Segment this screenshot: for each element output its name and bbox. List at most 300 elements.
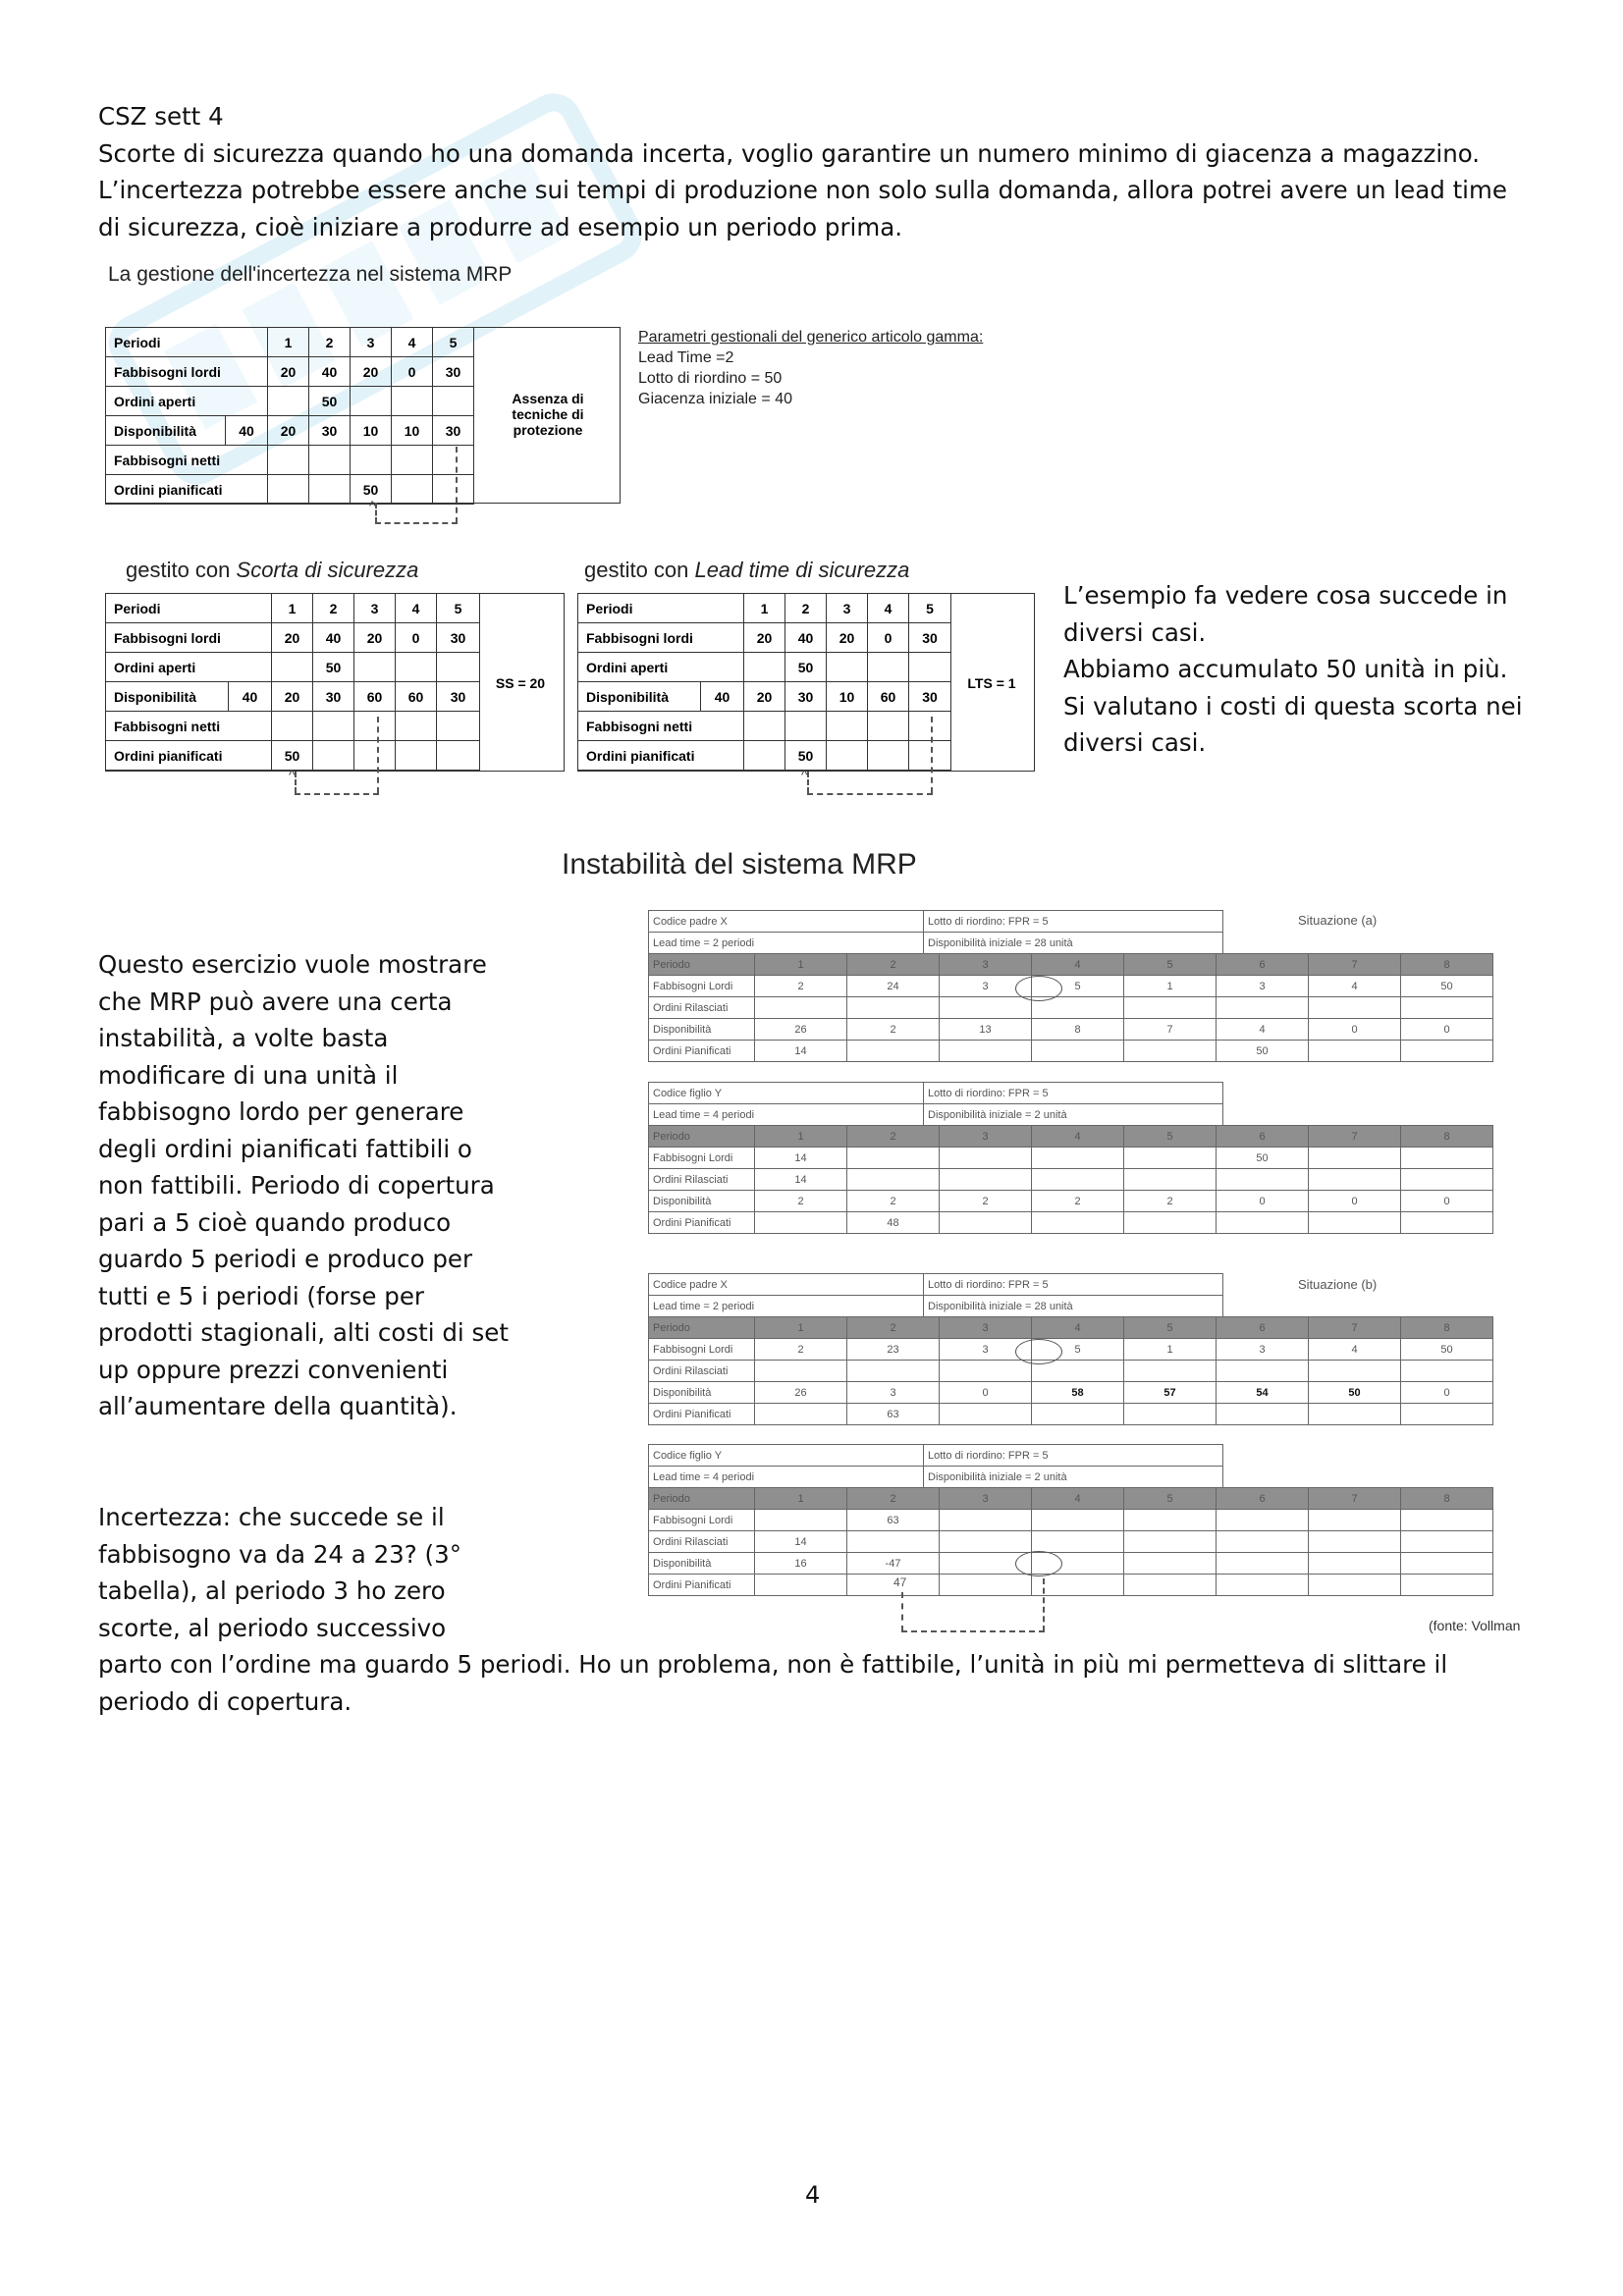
table-cell: Fabbisogni Lordi xyxy=(649,1148,755,1169)
table-row xyxy=(649,1317,1493,1339)
table-cell xyxy=(940,1148,1032,1169)
table-cell: 1 xyxy=(744,594,785,623)
table-cell: 3 xyxy=(354,594,396,623)
table-cell: 40 xyxy=(226,416,268,446)
table-cell xyxy=(1124,1575,1217,1596)
table-cell xyxy=(1032,1531,1124,1553)
table-cell xyxy=(827,712,868,741)
side-line: Si valutano i costi di questa scorta nei xyxy=(1063,691,1523,721)
table-cell: 57 xyxy=(1124,1382,1217,1404)
table-cell: 30 xyxy=(433,416,474,446)
arrow-up-icon: ^ xyxy=(801,767,808,782)
fig2-title xyxy=(126,558,418,583)
table-cell: 5 xyxy=(433,328,474,357)
table-row xyxy=(649,997,1493,1019)
table-cell: Disponibilità iniziale = 28 unità xyxy=(924,933,1223,954)
table-cell: 3 xyxy=(940,1339,1032,1361)
side-line: diversi casi. xyxy=(1063,728,1207,757)
table-cell xyxy=(437,653,480,682)
fig3-dashed-connector xyxy=(807,793,933,795)
table-cell: Ordini Rilasciati xyxy=(649,1361,755,1382)
table-cell: 1 xyxy=(755,1488,847,1510)
table-row xyxy=(106,682,480,712)
highlight-circle xyxy=(1015,1339,1062,1364)
table-cell: 50 xyxy=(1217,1041,1309,1062)
situation-a-label: Situazione (a) xyxy=(1298,913,1378,928)
table-cell xyxy=(1217,1361,1309,1382)
table-cell: 63 xyxy=(847,1510,940,1531)
table-cell: Ordini Rilasciati xyxy=(649,997,755,1019)
table-cell xyxy=(1217,1510,1309,1531)
table-cell: 4 xyxy=(1309,1339,1401,1361)
table-cell xyxy=(1401,1361,1493,1382)
params-line: Lotto di riordino = 50 xyxy=(638,370,783,387)
table-cell: Ordini aperti xyxy=(578,653,744,682)
table-row xyxy=(578,682,951,712)
table-cell: 2 xyxy=(847,1019,940,1041)
table-cell xyxy=(847,1148,940,1169)
table-cell xyxy=(1217,1212,1309,1234)
table-cell: Fabbisogni Lordi xyxy=(649,1339,755,1361)
table-cell: 6 xyxy=(1217,1126,1309,1148)
table-cell xyxy=(1032,1169,1124,1191)
table-cell xyxy=(1124,997,1217,1019)
table-cell: 40 xyxy=(785,623,827,653)
table-cell: 40 xyxy=(701,682,744,712)
table-cell: Fabbisogni Lordi xyxy=(649,1510,755,1531)
table-cell: 6 xyxy=(1217,1317,1309,1339)
table-cell: Ordini Pianificati xyxy=(649,1404,755,1425)
table-cell: 2 xyxy=(755,1339,847,1361)
table-cell xyxy=(940,1510,1032,1531)
table-cell: 6 xyxy=(1217,954,1309,976)
table-cell: 4 xyxy=(1309,976,1401,997)
table-cell xyxy=(1401,1041,1493,1062)
table-cell: Disponibilità iniziale = 28 unità xyxy=(924,1296,1223,1317)
table-row xyxy=(649,1104,1223,1126)
table-cell: Disponibilità iniziale = 2 unità xyxy=(924,1104,1223,1126)
ins-header-2 xyxy=(648,1082,1223,1126)
table-cell: Disponibilità xyxy=(649,1382,755,1404)
table-row xyxy=(649,1212,1493,1234)
table-row xyxy=(649,1041,1493,1062)
left-line: degli ordini pianificati fattibili o xyxy=(98,1134,472,1163)
table-cell: 0 xyxy=(1401,1382,1493,1404)
table-cell xyxy=(1309,1169,1401,1191)
table-cell xyxy=(755,997,847,1019)
table-cell: 23 xyxy=(847,1339,940,1361)
table-cell: 2 xyxy=(755,976,847,997)
table-cell: Periodo xyxy=(649,1317,755,1339)
table-row xyxy=(106,653,480,682)
table-cell: Periodo xyxy=(649,1126,755,1148)
left-line: guardo 5 periodi e produco per xyxy=(98,1245,473,1273)
table-cell: 60 xyxy=(868,682,909,712)
table-cell xyxy=(827,653,868,682)
table-cell xyxy=(1309,1553,1401,1575)
table-row xyxy=(106,387,474,416)
table-cell: 5 xyxy=(1032,976,1124,997)
table-cell: 5 xyxy=(909,594,951,623)
table-cell: Lead time = 4 periodi xyxy=(649,1467,924,1488)
table-row xyxy=(649,1019,1493,1041)
table-cell xyxy=(1401,1212,1493,1234)
table-cell: Disponibilità xyxy=(106,682,229,712)
ins-dashed-connector xyxy=(901,1630,1045,1632)
table-cell xyxy=(1124,1169,1217,1191)
table-cell: 8 xyxy=(1401,1126,1493,1148)
arrow-up-icon: ^ xyxy=(369,498,376,513)
table-row xyxy=(106,328,474,357)
table-row xyxy=(649,1382,1493,1404)
left-line: fabbisogno lordo per generare xyxy=(98,1097,464,1126)
uncertainty-line: scorte, al periodo successivo xyxy=(98,1613,447,1642)
table-cell: 14 xyxy=(755,1169,847,1191)
fig1-params xyxy=(638,327,983,409)
table-cell: 3 xyxy=(1217,1339,1309,1361)
table-cell: 5 xyxy=(1032,1339,1124,1361)
table-cell xyxy=(1401,1531,1493,1553)
uncertainty-line: tabella), al periodo 3 ho zero xyxy=(98,1576,446,1605)
table-row xyxy=(649,1126,1493,1148)
table-cell xyxy=(392,387,433,416)
table-cell: 6 xyxy=(1217,1488,1309,1510)
table-cell xyxy=(1032,1575,1124,1596)
table-row xyxy=(106,594,480,623)
table-cell xyxy=(1217,1575,1309,1596)
left-line: modificare di una unità il xyxy=(98,1060,399,1090)
table-cell xyxy=(940,1404,1032,1425)
table-row xyxy=(649,1404,1493,1425)
table-cell: 4 xyxy=(392,328,433,357)
table-cell xyxy=(868,712,909,741)
table-cell: 7 xyxy=(1309,954,1401,976)
table-cell: 0 xyxy=(1401,1191,1493,1212)
table-cell: 20 xyxy=(272,623,313,653)
table-cell xyxy=(351,446,392,475)
left-line: all’aumentare della quantità). xyxy=(98,1392,458,1420)
table-cell: Lead time = 2 periodi xyxy=(649,1296,924,1317)
table-cell xyxy=(940,1041,1032,1062)
table-cell: 1 xyxy=(755,1317,847,1339)
table-cell xyxy=(268,475,309,505)
fig1-table xyxy=(105,327,474,505)
table-cell: 50 xyxy=(309,387,351,416)
table-cell xyxy=(437,741,480,771)
table-row xyxy=(106,416,474,446)
table-cell xyxy=(1217,997,1309,1019)
table-cell: 2 xyxy=(755,1191,847,1212)
table-row xyxy=(106,475,474,505)
table-cell: 20 xyxy=(272,682,313,712)
table-cell xyxy=(1217,1553,1309,1575)
table-cell xyxy=(351,387,392,416)
table-cell: 30 xyxy=(437,623,480,653)
fig3-title-italic: Lead time di sicurezza xyxy=(694,558,910,582)
closing-line: periodo di copertura. xyxy=(98,1686,352,1716)
table-cell xyxy=(1124,1553,1217,1575)
table-cell xyxy=(868,653,909,682)
table-cell xyxy=(909,712,951,741)
table-cell: 14 xyxy=(755,1041,847,1062)
table-cell xyxy=(744,653,785,682)
table-cell xyxy=(1032,1404,1124,1425)
table-cell xyxy=(354,653,396,682)
table-cell: 1 xyxy=(755,1126,847,1148)
table-cell xyxy=(847,997,940,1019)
table-cell: 2 xyxy=(309,328,351,357)
table-cell: Disponibilità iniziale = 2 unità xyxy=(924,1467,1223,1488)
table-cell: 20 xyxy=(827,623,868,653)
page-number: 4 xyxy=(805,2181,821,2209)
table-cell: 50 xyxy=(1401,976,1493,997)
table-row xyxy=(649,1510,1493,1531)
table-cell xyxy=(1124,1510,1217,1531)
table-cell: Ordini aperti xyxy=(106,387,268,416)
table-cell: 2 xyxy=(847,1191,940,1212)
left-line: Questo esercizio vuole mostrare xyxy=(98,950,487,979)
intro-paragraph xyxy=(98,98,1507,245)
table-cell xyxy=(1309,1404,1401,1425)
table-cell: 20 xyxy=(268,357,309,387)
table-cell: 30 xyxy=(785,682,827,712)
table-cell: Disponibilità xyxy=(578,682,701,712)
fig2-title-italic: Scorta di sicurezza xyxy=(236,558,419,582)
table-cell xyxy=(268,387,309,416)
table-cell: Lotto di riordino: FPR = 5 xyxy=(924,1083,1223,1104)
table-cell: 4 xyxy=(868,594,909,623)
table-cell: 30 xyxy=(909,623,951,653)
table-cell: 0 xyxy=(1309,1191,1401,1212)
table-cell: 50 xyxy=(313,653,354,682)
table-cell: 40 xyxy=(309,357,351,387)
table-cell: Lead time = 4 periodi xyxy=(649,1104,924,1126)
table-cell: 50 xyxy=(1309,1382,1401,1404)
table-row xyxy=(578,594,951,623)
table-cell xyxy=(272,653,313,682)
table-cell: 4 xyxy=(1032,1488,1124,1510)
table-cell xyxy=(1309,1361,1401,1382)
table-cell: Disponibilità xyxy=(649,1191,755,1212)
table-cell xyxy=(396,653,437,682)
ins-table-1 xyxy=(648,953,1493,1062)
table-cell: Codice figlio Y xyxy=(649,1083,924,1104)
table-row xyxy=(649,1296,1223,1317)
ins-table-4 xyxy=(648,1487,1493,1596)
table-cell: 2 xyxy=(785,594,827,623)
table-cell: Ordini aperti xyxy=(106,653,272,682)
ins-header-3 xyxy=(648,1273,1223,1317)
table-cell: 20 xyxy=(268,416,309,446)
table-cell xyxy=(354,741,396,771)
table-row xyxy=(649,1169,1493,1191)
table-row xyxy=(649,976,1493,997)
table-cell: Codice padre X xyxy=(649,911,924,933)
table-cell: 63 xyxy=(847,1404,940,1425)
table-cell: Fabbisogni netti xyxy=(578,712,744,741)
table-row xyxy=(649,1488,1493,1510)
table-cell: 10 xyxy=(392,416,433,446)
table-cell xyxy=(1032,1212,1124,1234)
table-cell: 60 xyxy=(354,682,396,712)
left-line: tutti e 5 i periodi (forse per xyxy=(98,1281,424,1310)
table-cell xyxy=(1309,1148,1401,1169)
table-cell: 20 xyxy=(744,682,785,712)
table-cell xyxy=(1124,1531,1217,1553)
table-row xyxy=(649,954,1493,976)
table-cell: Fabbisogni lordi xyxy=(578,623,744,653)
ins-table-2 xyxy=(648,1125,1493,1234)
table-cell: Disponibilità xyxy=(649,1019,755,1041)
table-cell xyxy=(1124,1041,1217,1062)
table-cell: 50 xyxy=(785,741,827,771)
table-cell xyxy=(433,446,474,475)
table-cell: 26 xyxy=(755,1019,847,1041)
highlight-circle xyxy=(1015,976,1062,1001)
side-paragraph xyxy=(1063,577,1523,762)
arrow-up-icon: ^ xyxy=(289,767,296,782)
uncertainty-line: fabbisogno va da 24 a 23? (3° xyxy=(98,1539,461,1569)
table-row xyxy=(106,712,480,741)
fig3-dashed-connector xyxy=(931,717,933,793)
intro-line: di sicurezza, cioè iniziare a produrre ad esempio un periodo prima. xyxy=(98,212,903,241)
table-cell: Ordini pianificati xyxy=(106,475,268,505)
table-cell: 48 xyxy=(847,1212,940,1234)
intro-line: CSZ sett 4 xyxy=(98,102,224,131)
table-cell: 0 xyxy=(1309,1019,1401,1041)
table-cell: 0 xyxy=(1401,1019,1493,1041)
table-cell: 3 xyxy=(847,1382,940,1404)
table-cell xyxy=(1124,1361,1217,1382)
table-cell: Periodo xyxy=(649,1488,755,1510)
fig2-dashed-connector xyxy=(377,717,379,793)
left-line: prodotti stagionali, alti costi di set xyxy=(98,1318,509,1347)
table-cell: Fabbisogni lordi xyxy=(106,357,268,387)
fig3-title xyxy=(584,558,909,583)
table-cell xyxy=(827,741,868,771)
table-cell xyxy=(785,712,827,741)
table-cell xyxy=(1032,1510,1124,1531)
fig1-dashed-connector xyxy=(456,447,458,523)
table-cell: 54 xyxy=(1217,1382,1309,1404)
table-cell xyxy=(1032,1041,1124,1062)
table-cell: Ordini Pianificati xyxy=(649,1212,755,1234)
table-cell: 5 xyxy=(437,594,480,623)
table-cell: 3 xyxy=(940,954,1032,976)
table-cell: 16 xyxy=(755,1553,847,1575)
table-cell xyxy=(1217,1531,1309,1553)
table-cell xyxy=(940,1212,1032,1234)
side-line: diversi casi. xyxy=(1063,617,1207,647)
table-row xyxy=(106,741,480,771)
left-line: instabilità, a volte basta xyxy=(98,1024,389,1052)
table-cell: Codice padre X xyxy=(649,1274,924,1296)
table-cell: -47 xyxy=(847,1553,940,1575)
left-line: che MRP può avere una certa xyxy=(98,987,453,1016)
table-cell xyxy=(909,653,951,682)
table-cell xyxy=(1309,1041,1401,1062)
fig3-note: LTS = 1 xyxy=(967,675,1016,691)
table-row xyxy=(649,1339,1493,1361)
table-cell: 30 xyxy=(437,682,480,712)
table-cell: Periodi xyxy=(106,328,268,357)
table-cell: 14 xyxy=(755,1148,847,1169)
table-cell: 58 xyxy=(1032,1382,1124,1404)
table-cell: 3 xyxy=(827,594,868,623)
table-cell: Periodi xyxy=(106,594,272,623)
table-cell: 50 xyxy=(351,475,392,505)
table-cell: 2 xyxy=(847,1317,940,1339)
left-line: pari a 5 cioè quando produco xyxy=(98,1207,452,1237)
uncertainty-line: Incertezza: che succede se il xyxy=(98,1503,445,1531)
table-cell xyxy=(1401,1148,1493,1169)
table-cell xyxy=(313,741,354,771)
table-cell: 5 xyxy=(1124,1126,1217,1148)
table-cell: Periodo xyxy=(649,954,755,976)
table-cell: Codice figlio Y xyxy=(649,1445,924,1467)
table-cell: 2 xyxy=(847,1126,940,1148)
situation-b-label: Situazione (b) xyxy=(1298,1277,1378,1292)
table-row xyxy=(649,911,1223,933)
table-cell xyxy=(1401,1404,1493,1425)
table-cell: 1 xyxy=(268,328,309,357)
fig3-title-prefix: gestito con xyxy=(584,558,695,582)
table-cell: 20 xyxy=(354,623,396,653)
table-cell: 10 xyxy=(351,416,392,446)
left-line: non fattibili. Periodo di copertura xyxy=(98,1171,495,1200)
table-cell xyxy=(1309,1575,1401,1596)
table-cell: Ordini pianificati xyxy=(106,741,272,771)
table-cell: 0 xyxy=(396,623,437,653)
table-cell xyxy=(392,475,433,505)
table-cell xyxy=(1217,1169,1309,1191)
fig1-title: La gestione dell'incertezza nel sistema MRP xyxy=(108,263,513,286)
table-cell: 3 xyxy=(351,328,392,357)
table-cell: 4 xyxy=(1217,1019,1309,1041)
table-row xyxy=(649,1575,1493,1596)
table-cell xyxy=(354,712,396,741)
table-cell: 7 xyxy=(1309,1317,1401,1339)
table-cell xyxy=(940,1575,1032,1596)
table-cell xyxy=(1309,997,1401,1019)
intro-line: L’incertezza potrebbe essere anche sui tempi di produzione non solo sulla domanda, allora potrei avere un lead time xyxy=(98,176,1507,204)
table-cell: 30 xyxy=(909,682,951,712)
params-title: Parametri gestionali del generico articolo gamma: xyxy=(638,329,984,346)
table-cell: 0 xyxy=(868,623,909,653)
table-cell xyxy=(396,741,437,771)
table-cell: 2 xyxy=(313,594,354,623)
table-cell: 1 xyxy=(755,954,847,976)
table-cell: Ordini Rilasciati xyxy=(649,1169,755,1191)
closing-line: parto con l’ordine ma guardo 5 periodi. Ho un problema, non è fattibile, l’unità in più mi permetteva di slittare il xyxy=(98,1650,1448,1679)
table-cell xyxy=(909,741,951,771)
table-row xyxy=(578,653,951,682)
fig2-title-prefix: gestito con xyxy=(126,558,237,582)
fig3-table xyxy=(577,593,951,771)
table-cell xyxy=(1401,1575,1493,1596)
table-row xyxy=(578,712,951,741)
table-row xyxy=(578,741,951,771)
table-row xyxy=(106,623,480,653)
table-cell: 0 xyxy=(1217,1191,1309,1212)
table-row xyxy=(106,357,474,387)
table-cell: 8 xyxy=(1401,1317,1493,1339)
table-cell: 30 xyxy=(313,682,354,712)
params-line: Lead Time =2 xyxy=(638,349,734,366)
table-cell xyxy=(1124,1148,1217,1169)
uncertainty-paragraph xyxy=(98,1499,461,1646)
table-cell xyxy=(1401,1553,1493,1575)
